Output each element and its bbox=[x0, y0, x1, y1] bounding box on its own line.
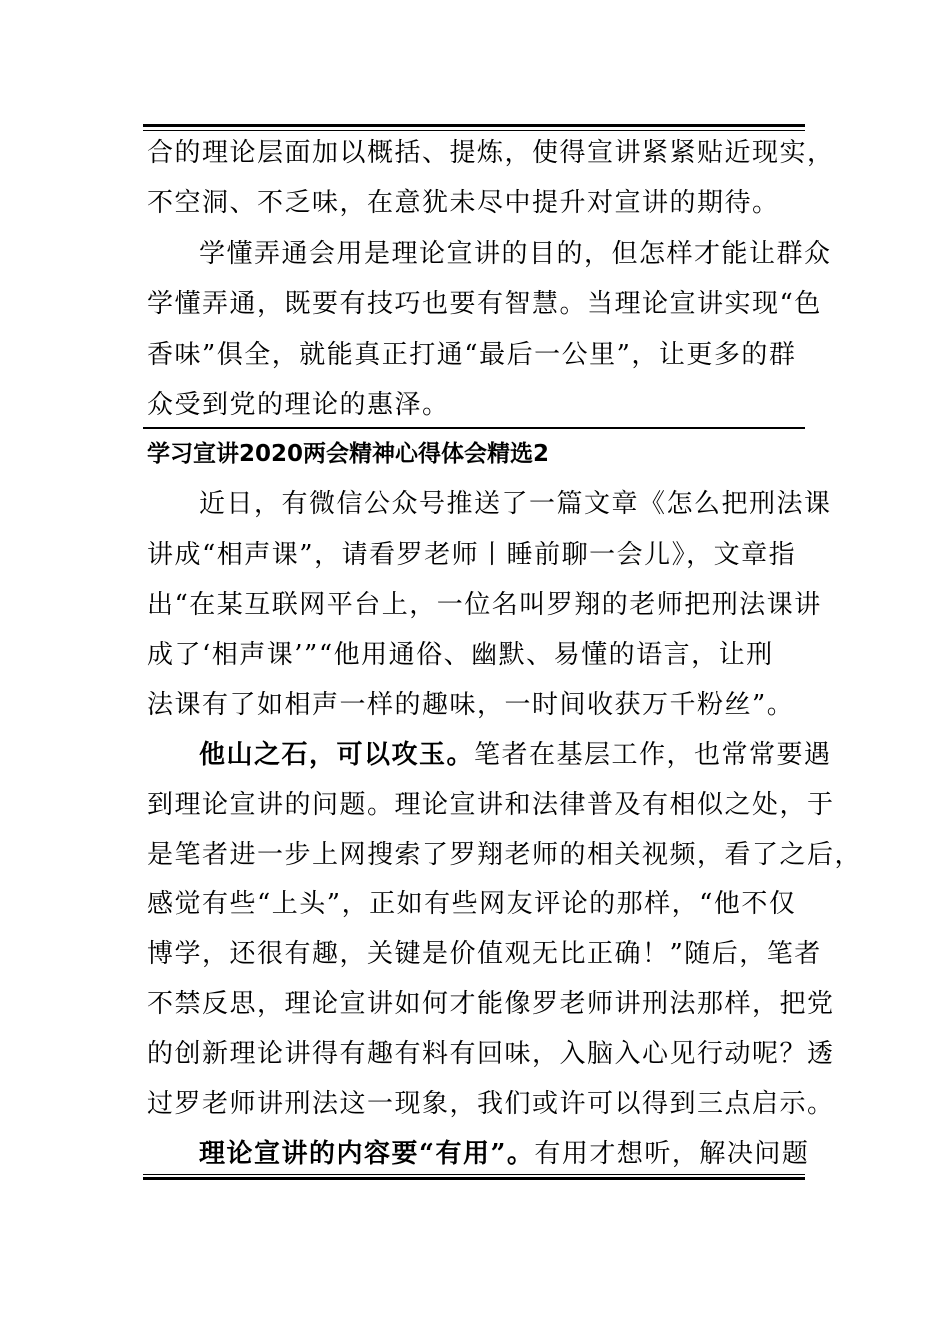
paragraph-3-line-5: 法课有了如相声一样的趣味，一时间收获万千粉丝”。 bbox=[147, 690, 795, 720]
paragraph-3-line-2: 讲成“相声课”，请看罗老师丨睡前聊一会儿》，文章指 bbox=[147, 540, 797, 570]
paragraph-5-line-1 bbox=[199, 1137, 810, 1171]
paragraph-4-line-6: 不禁反思，理论宣讲如何才能像罗老师讲刑法那样，把党 bbox=[147, 989, 835, 1019]
paragraph-3-line-4: 成了‘相声课’”“他用通俗、幽默、易懂的语言，让刑 bbox=[147, 640, 774, 670]
paragraph-4-bold-lead: 他山之石，可以攻玉。 bbox=[199, 740, 475, 770]
paragraph-2-line-4: 众受到党的理论的惠泽。 bbox=[147, 390, 450, 420]
paragraph-3-line-3: 出“在某互联网平台上，一位名叫罗翔的老师把刑法课讲 bbox=[147, 590, 822, 620]
section-divider bbox=[143, 427, 805, 429]
paragraph-4-line-8: 过罗老师讲刑法这一现象，我们或许可以得到三点启示。 bbox=[147, 1089, 835, 1119]
paragraph-4-line-3: 是笔者进一步上网搜索了罗翔老师的相关视频，看了之后， bbox=[147, 840, 863, 870]
paragraph-4-line-4: 感觉有些“上头”，正如有些网友评论的那样，“他不仅 bbox=[147, 889, 797, 919]
paragraph-5-first-rest: 有用才想听，解决问题 bbox=[534, 1139, 810, 1169]
section-title: 学习宣讲2020两会精神心得体会精选2 bbox=[147, 441, 550, 467]
paragraph-4-line-7: 的创新理论讲得有趣有料有回味，入脑入心见行动呢？透 bbox=[147, 1039, 835, 1069]
paragraph-3-line-1: 近日，有微信公众号推送了一篇文章《怎么把刑法课 bbox=[199, 489, 832, 519]
paragraph-5-bold-lead: 理论宣讲的内容要“有用”。 bbox=[199, 1139, 535, 1169]
paragraph-1-line-2: 不空洞、不乏味，在意犹未尽中提升对宣讲的期待。 bbox=[147, 188, 780, 218]
paragraph-4-line-5: 博学，还很有趣，关键是价值观无比正确！”随后，笔者 bbox=[147, 939, 822, 969]
paragraph-4-line-1 bbox=[199, 738, 832, 772]
paragraph-2-line-2: 学懂弄通，既要有技巧也要有智慧。当理论宣讲实现“色 bbox=[147, 289, 822, 319]
header-rule bbox=[143, 124, 805, 127]
paragraph-4-first-rest: 笔者在基层工作，也常常要遇 bbox=[474, 740, 832, 770]
footer-rule bbox=[143, 1174, 805, 1175]
paragraph-1-line-1: 合的理论层面加以概括、提炼，使得宣讲紧紧贴近现实， bbox=[147, 138, 835, 168]
paragraph-2-line-1: 学懂弄通会用是理论宣讲的目的，但怎样才能让群众 bbox=[199, 239, 832, 269]
paragraph-2-line-3: 香味”俱全，就能真正打通“最后一公里”，让更多的群 bbox=[147, 340, 797, 370]
paragraph-4-line-2: 到理论宣讲的问题。理论宣讲和法律普及有相似之处，于 bbox=[147, 790, 835, 820]
